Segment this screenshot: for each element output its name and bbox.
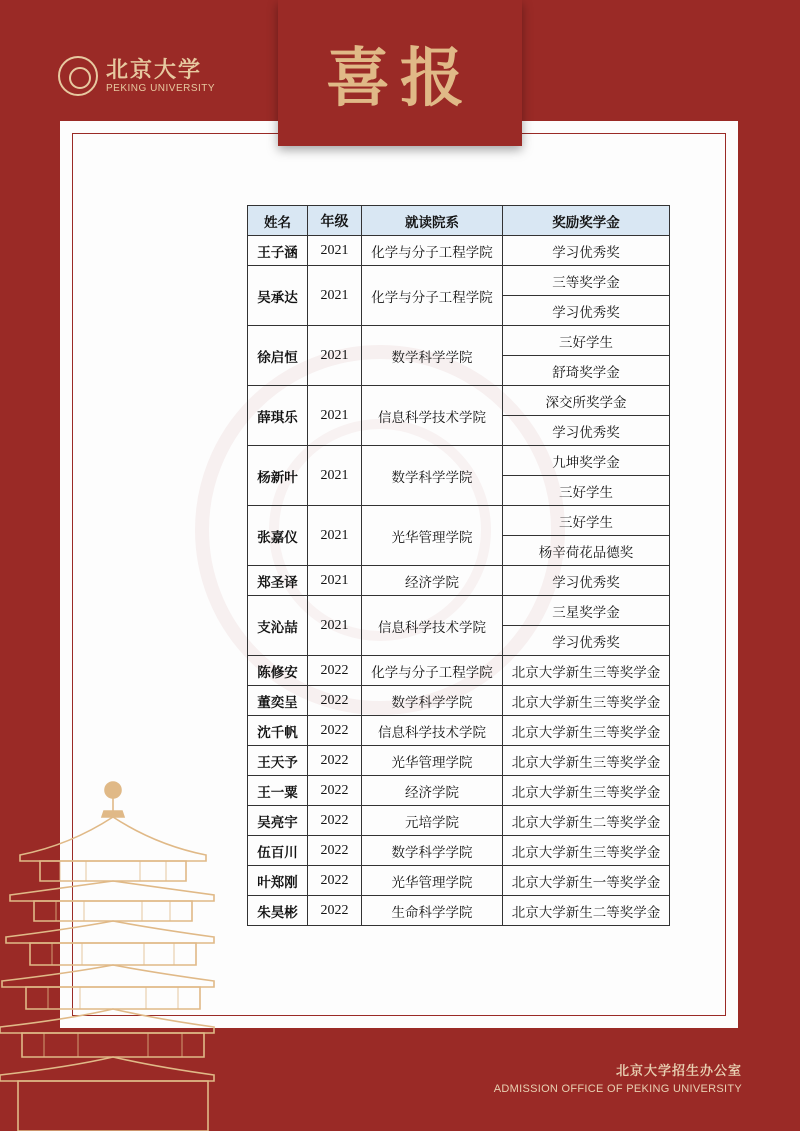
cell-award: 九坤奖学金	[503, 446, 670, 476]
cell-department: 数学科学学院	[362, 836, 503, 866]
cell-department: 经济学院	[362, 566, 503, 596]
cell-name: 张嘉仪	[248, 506, 308, 566]
page-title: 喜报	[326, 42, 474, 116]
cell-award: 北京大学新生一等奖学金	[503, 866, 670, 896]
table-row	[248, 236, 670, 266]
table-row	[248, 446, 670, 476]
pagoda-illustration-icon	[0, 775, 215, 1131]
cell-award: 舒琦奖学金	[503, 356, 670, 386]
cell-grade: 2021	[308, 596, 362, 656]
cell-award: 学习优秀奖	[503, 296, 670, 326]
cell-name: 吴承达	[248, 266, 308, 326]
cell-award: 三好学生	[503, 506, 670, 536]
cell-grade: 2021	[308, 566, 362, 596]
cell-name: 陈修安	[248, 656, 308, 686]
table-row	[248, 596, 670, 626]
cell-award: 学习优秀奖	[503, 566, 670, 596]
table-row	[248, 806, 670, 836]
cell-grade: 2022	[308, 716, 362, 746]
cell-department: 经济学院	[362, 776, 503, 806]
office-name-en: ADMISSION OFFICE OF PEKING UNIVERSITY	[493, 1083, 742, 1095]
footer	[494, 1060, 742, 1095]
cell-award: 北京大学新生三等奖学金	[503, 836, 670, 866]
cell-name: 杨新叶	[248, 446, 308, 506]
table-row	[248, 896, 670, 926]
header-name: 姓名	[248, 206, 308, 236]
cell-department: 光华管理学院	[362, 866, 503, 896]
cell-grade: 2021	[308, 386, 362, 446]
cell-award: 北京大学新生三等奖学金	[503, 746, 670, 776]
cell-grade: 2021	[308, 326, 362, 386]
table-row	[248, 566, 670, 596]
cell-grade: 2022	[308, 896, 362, 926]
cell-award: 三好学生	[503, 476, 670, 506]
header-grade: 年级	[308, 206, 362, 236]
cell-department: 数学科学学院	[362, 686, 503, 716]
cell-grade: 2021	[308, 446, 362, 506]
cell-department: 元培学院	[362, 806, 503, 836]
cell-name: 薛琪乐	[248, 386, 308, 446]
table-row	[248, 326, 670, 356]
table-body	[248, 236, 670, 926]
logo-chinese-name: 北京大学	[106, 57, 203, 84]
scholarship-table	[247, 205, 670, 926]
table-row	[248, 746, 670, 776]
cell-name: 伍百川	[248, 836, 308, 866]
cell-department: 化学与分子工程学院	[362, 236, 503, 266]
header-award: 奖励奖学金	[503, 206, 670, 236]
cell-department: 生命科学学院	[362, 896, 503, 926]
university-logo	[58, 56, 215, 96]
cell-department: 信息科学技术学院	[362, 386, 503, 446]
cell-department: 信息科学技术学院	[362, 596, 503, 656]
cell-name: 吴亮宇	[248, 806, 308, 836]
table-row	[248, 506, 670, 536]
cell-name: 朱昊彬	[248, 896, 308, 926]
cell-award: 北京大学新生三等奖学金	[503, 656, 670, 686]
cell-name: 徐启恒	[248, 326, 308, 386]
table-row	[248, 386, 670, 416]
cell-name: 沈千帆	[248, 716, 308, 746]
cell-award: 学习优秀奖	[503, 626, 670, 656]
cell-grade: 2022	[308, 746, 362, 776]
cell-award: 北京大学新生三等奖学金	[503, 716, 670, 746]
cell-award: 北京大学新生二等奖学金	[503, 806, 670, 836]
table-header-row	[248, 206, 670, 236]
cell-award: 三星奖学金	[503, 596, 670, 626]
table-row	[248, 836, 670, 866]
logo-english-name: PEKING UNIVERSITY	[106, 82, 216, 94]
cell-grade: 2022	[308, 806, 362, 836]
cell-grade: 2022	[308, 836, 362, 866]
university-seal-icon	[58, 56, 98, 96]
cell-award: 学习优秀奖	[503, 236, 670, 266]
cell-award: 学习优秀奖	[503, 416, 670, 446]
cell-name: 郑圣译	[248, 566, 308, 596]
cell-name: 王一粟	[248, 776, 308, 806]
cell-award: 北京大学新生三等奖学金	[503, 776, 670, 806]
cell-grade: 2022	[308, 656, 362, 686]
cell-award: 北京大学新生三等奖学金	[503, 686, 670, 716]
table-row	[248, 716, 670, 746]
header-department: 就读院系	[362, 206, 503, 236]
table-row	[248, 776, 670, 806]
cell-award: 深交所奖学金	[503, 386, 670, 416]
table-row	[248, 656, 670, 686]
cell-grade: 2022	[308, 866, 362, 896]
cell-department: 数学科学学院	[362, 326, 503, 386]
cell-department: 信息科学技术学院	[362, 716, 503, 746]
table-row	[248, 686, 670, 716]
cell-grade: 2021	[308, 236, 362, 266]
cell-name: 王子涵	[248, 236, 308, 266]
cell-grade: 2021	[308, 506, 362, 566]
table-row	[248, 866, 670, 896]
cell-grade: 2022	[308, 776, 362, 806]
office-name-cn: 北京大学招生办公室	[615, 1063, 742, 1078]
cell-award: 三等奖学金	[503, 266, 670, 296]
cell-department: 光华管理学院	[362, 506, 503, 566]
cell-name: 支沁喆	[248, 596, 308, 656]
cell-name: 董奕呈	[248, 686, 308, 716]
cell-award: 杨辛荷花品德奖	[503, 536, 670, 566]
cell-department: 化学与分子工程学院	[362, 656, 503, 686]
cell-name: 王天予	[248, 746, 308, 776]
cell-grade: 2022	[308, 686, 362, 716]
cell-department: 数学科学学院	[362, 446, 503, 506]
cell-department: 化学与分子工程学院	[362, 266, 503, 326]
table-row	[248, 266, 670, 296]
cell-name: 叶郑刚	[248, 866, 308, 896]
cell-award: 北京大学新生二等奖学金	[503, 896, 670, 926]
cell-award: 三好学生	[503, 326, 670, 356]
cell-department: 光华管理学院	[362, 746, 503, 776]
cell-grade: 2021	[308, 266, 362, 326]
title-banner	[278, 0, 522, 146]
